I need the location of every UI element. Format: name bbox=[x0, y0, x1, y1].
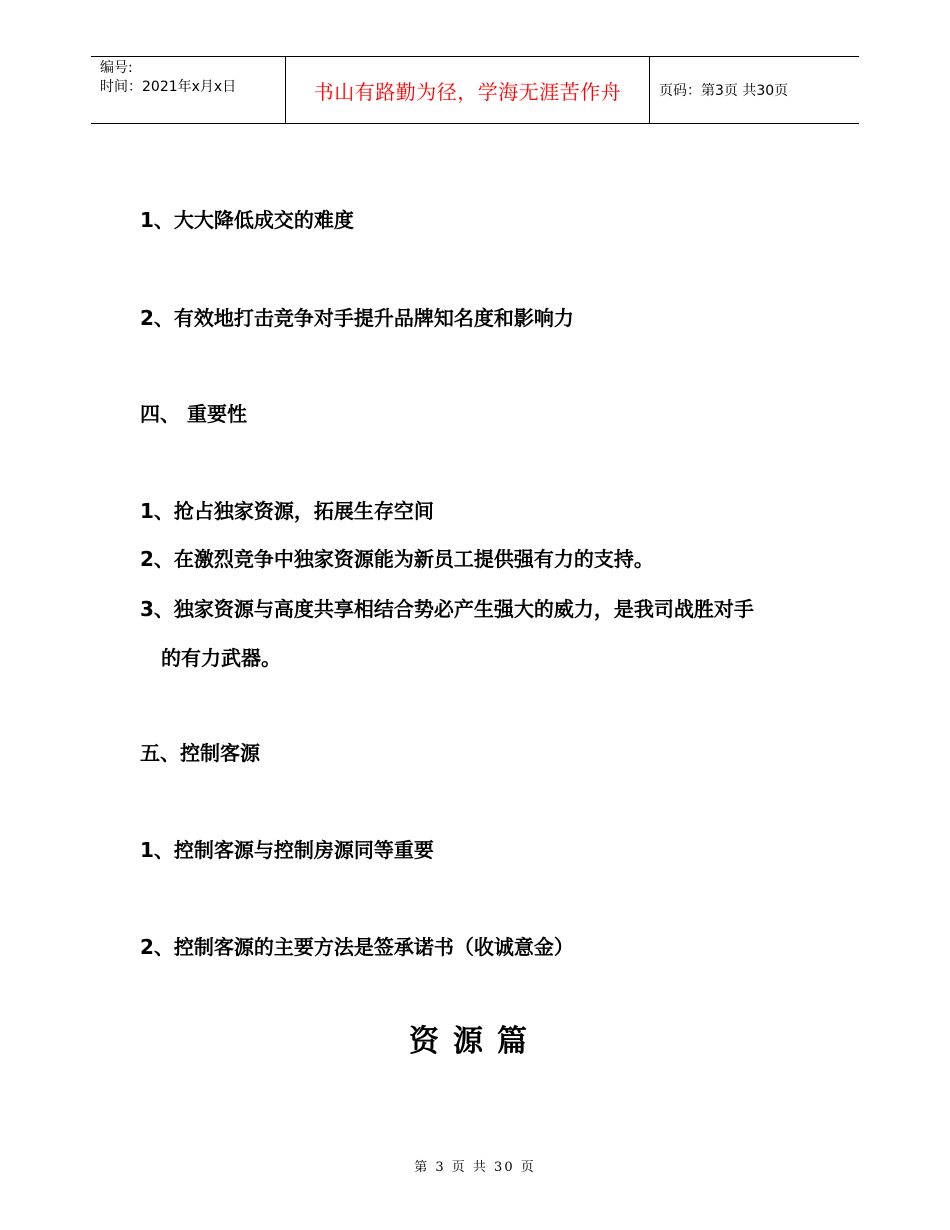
list-item: 1、控制客源与控制房源同等重要 bbox=[140, 838, 434, 862]
chapter-title: 资源篇 bbox=[409, 1024, 541, 1059]
list-item: 1、大大降低成交的难度 bbox=[140, 208, 354, 232]
header-page-label: 页码：第3页 共30页 bbox=[659, 83, 789, 99]
page-footer: 第 3 页 共 30 页 bbox=[414, 1160, 536, 1175]
document-number-label: 编号: bbox=[100, 60, 133, 76]
list-item: 1、抢占独家资源，拓展生存空间 bbox=[140, 499, 434, 523]
header-meta-cell bbox=[91, 57, 286, 123]
page-header bbox=[91, 56, 859, 124]
list-item: 2、控制客源的主要方法是签承诺书（收诚意金） bbox=[140, 935, 574, 959]
document-date-label: 时间：2021年x月x日 bbox=[100, 79, 237, 95]
section-heading: 五、控制客源 bbox=[140, 741, 260, 765]
list-item: 2、在激烈竞争中独家资源能为新员工提供强有力的支持。 bbox=[140, 547, 654, 571]
header-motto: 书山有路勤为径，学海无涯苦作舟 bbox=[286, 57, 650, 123]
list-item: 3、独家资源与高度共享相结合势必产生强大的威力，是我司战胜对手 bbox=[140, 597, 754, 621]
list-item-continuation: 的有力武器。 bbox=[161, 646, 281, 670]
section-heading: 四、 重要性 bbox=[140, 402, 247, 426]
list-item: 2、有效地打击竞争对手提升品牌知名度和影响力 bbox=[140, 306, 574, 330]
